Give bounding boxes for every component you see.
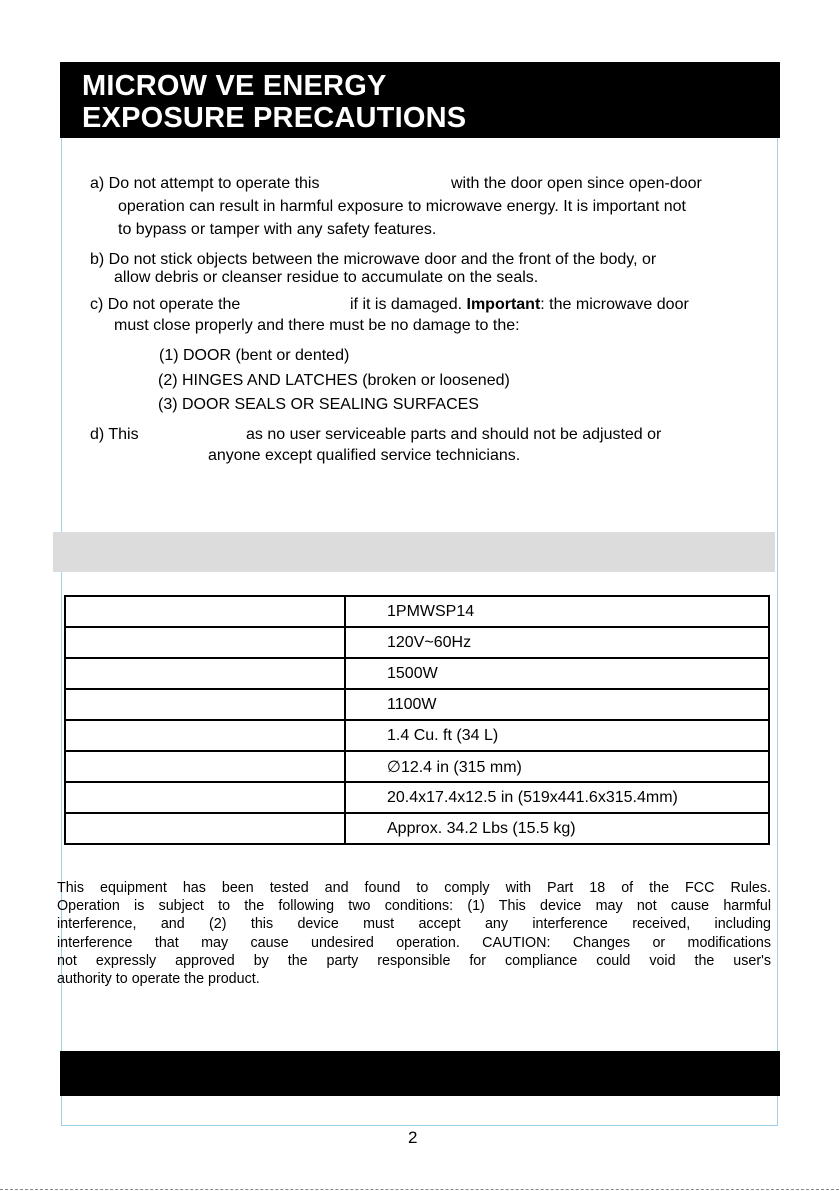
spec-label: [65, 782, 345, 813]
table-row: [65, 689, 769, 720]
spec-label: [65, 627, 345, 658]
table-row: [65, 658, 769, 689]
important-label: Important: [466, 296, 541, 313]
precaution-a-line-1-cont: with the door open since open-door: [451, 175, 702, 192]
damage-item-2: (2) HINGES AND LATCHES (broken or loosened): [158, 372, 510, 389]
table-row: [65, 596, 769, 627]
spec-value: 120V~60Hz: [345, 627, 769, 658]
damage-item-3: (3) DOOR SEALS OR SEALING SURFACES: [158, 396, 479, 413]
precaution-a-line-1: a) Do not attempt to operate this: [90, 175, 320, 192]
table-row: [65, 720, 769, 751]
table-row: [65, 751, 769, 782]
spec-label: [65, 658, 345, 689]
precaution-a-line-2: operation can result in harmful exposure to microwave energy. It is important not: [118, 198, 686, 215]
precaution-c-text: if it is damaged.: [350, 296, 467, 313]
fcc-line: Operation is subject to the following two conditions: (1) This device may not cause harmful: [57, 898, 771, 915]
section-title-bar: [60, 62, 780, 138]
precaution-c-line-2: must close properly and there must be no damage to the:: [114, 317, 520, 334]
footer-bar: [60, 1051, 780, 1096]
fcc-line: This equipment has been tested and found to comply with Part 18 of the FCC Rules.: [57, 880, 771, 896]
precaution-c-line-1-cont: [350, 295, 689, 315]
specifications-table: [64, 595, 770, 845]
precaution-c-line-1: c) Do not operate the: [90, 296, 241, 313]
precaution-a-line-3: to bypass or tamper with any safety features.: [118, 221, 437, 238]
spec-label: [65, 689, 345, 720]
fcc-statement: [57, 879, 771, 988]
fcc-line: not expressly approved by the party responsible for compliance could void the user's: [57, 952, 771, 969]
spec-value: 1.4 Cu. ft (34 L): [345, 720, 769, 751]
spec-value: 20.4x17.4x12.5 in (519x441.6x315.4mm): [345, 782, 769, 813]
section-title-line-1: MICROW VE ENERGY: [82, 70, 387, 102]
fcc-line: interference that may cause undesired operation. CAUTION: Changes or modifications: [57, 934, 771, 951]
spec-value: 1100W: [345, 689, 769, 720]
precaution-d-line-1-cont: as no user serviceable parts and should not be adjusted or: [246, 426, 662, 443]
table-row: [65, 782, 769, 813]
spec-label: [65, 813, 345, 844]
spec-value: ∅12.4 in (315 mm): [345, 751, 769, 782]
section-title-line-2: EXPOSURE PRECAUTIONS: [82, 102, 467, 134]
precaution-d-line-2: anyone except qualified service technicians.: [208, 447, 521, 464]
precaution-b-line-1: b) Do not stick objects between the microwave door and the front of the body, or: [90, 251, 657, 268]
page-number: 2: [408, 1128, 418, 1147]
precaution-c-text-end: : the microwave door: [540, 296, 689, 313]
spec-label: [65, 596, 345, 627]
damage-item-1: (1) DOOR (bent or dented): [159, 347, 350, 364]
spec-value: 1PMWSP14: [345, 596, 769, 627]
fcc-line: interference, and (2) this device must accept any interference received, including: [57, 916, 771, 933]
precaution-b-line-2: allow debris or cleanser residue to accumulate on the seals.: [114, 269, 539, 286]
precaution-d-line-1: d) This: [90, 426, 139, 443]
bottom-rule: [0, 1189, 839, 1190]
table-row: [65, 627, 769, 658]
spec-label: [65, 720, 345, 751]
table-row: [65, 813, 769, 844]
spec-value: 1500W: [345, 658, 769, 689]
spec-label: [65, 751, 345, 782]
spec-value: Approx. 34.2 Lbs (15.5 kg): [345, 813, 769, 844]
fcc-line: authority to operate the product.: [57, 971, 260, 988]
specifications-heading-band: [53, 532, 775, 572]
